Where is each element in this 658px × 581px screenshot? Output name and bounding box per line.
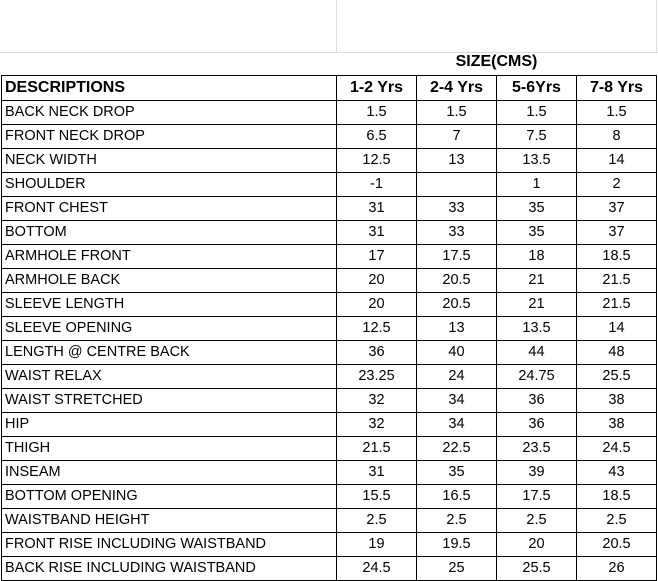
- size-header-7-8: 7-8 Yrs: [577, 76, 657, 101]
- row-label: SLEEVE OPENING: [2, 317, 337, 341]
- row-label: BOTTOM OPENING: [2, 485, 337, 509]
- size-value-cell: 17.5: [417, 245, 497, 269]
- empty-header-area: [0, 0, 658, 53]
- size-value-cell: 31: [337, 221, 417, 245]
- size-value-cell: 2.5: [577, 509, 657, 533]
- table-row: [2, 149, 657, 173]
- row-label: HIP: [2, 413, 337, 437]
- row-label: FRONT NECK DROP: [2, 125, 337, 149]
- size-value-cell: 15.5: [337, 485, 417, 509]
- size-value-cell: 20: [337, 293, 417, 317]
- table-row: [2, 533, 657, 557]
- size-value-cell: 35: [497, 197, 577, 221]
- size-value-cell: 20: [337, 269, 417, 293]
- size-value-cell: 21.5: [577, 269, 657, 293]
- size-value-cell: 23.5: [497, 437, 577, 461]
- size-value-cell: 25: [417, 557, 497, 581]
- table-row: [2, 173, 657, 197]
- table-row: [2, 341, 657, 365]
- table-row: [2, 125, 657, 149]
- table-row: [2, 221, 657, 245]
- gridline: [336, 0, 337, 52]
- row-label: WAIST RELAX: [2, 365, 337, 389]
- size-value-cell: 1.5: [417, 101, 497, 125]
- row-label: THIGH: [2, 437, 337, 461]
- row-label: NECK WIDTH: [2, 149, 337, 173]
- size-value-cell: 1.5: [497, 101, 577, 125]
- size-value-cell: 31: [337, 461, 417, 485]
- table-row: [2, 293, 657, 317]
- size-value-cell: 19: [337, 533, 417, 557]
- row-label: BACK NECK DROP: [2, 101, 337, 125]
- size-value-cell: 24.5: [337, 557, 417, 581]
- size-value-cell: 24.5: [577, 437, 657, 461]
- size-value-cell: 20.5: [417, 269, 497, 293]
- row-label: LENGTH @ CENTRE BACK: [2, 341, 337, 365]
- size-value-cell: 6.5: [337, 125, 417, 149]
- row-label: BACK RISE INCLUDING WAISTBAND: [2, 557, 337, 581]
- size-value-cell: 32: [337, 389, 417, 413]
- size-value-cell: 39: [497, 461, 577, 485]
- size-value-cell: 2: [577, 173, 657, 197]
- size-value-cell: 21.5: [337, 437, 417, 461]
- size-value-cell: 16.5: [417, 485, 497, 509]
- size-value-cell: 40: [417, 341, 497, 365]
- row-label: SLEEVE LENGTH: [2, 293, 337, 317]
- size-value-cell: 12.5: [337, 149, 417, 173]
- size-value-cell: [417, 173, 497, 197]
- table-row: [2, 389, 657, 413]
- size-value-cell: 31: [337, 197, 417, 221]
- row-label: FRONT CHEST: [2, 197, 337, 221]
- size-value-cell: 33: [417, 221, 497, 245]
- size-value-cell: 13: [417, 317, 497, 341]
- size-value-cell: 17: [337, 245, 417, 269]
- row-label: SHOULDER: [2, 173, 337, 197]
- size-value-cell: 37: [577, 221, 657, 245]
- size-value-cell: 37: [577, 197, 657, 221]
- size-value-cell: 18.5: [577, 245, 657, 269]
- size-value-cell: 22.5: [417, 437, 497, 461]
- size-value-cell: 23.25: [337, 365, 417, 389]
- size-value-cell: 35: [497, 221, 577, 245]
- size-value-cell: 38: [577, 413, 657, 437]
- size-value-cell: 32: [337, 413, 417, 437]
- size-value-cell: 34: [417, 389, 497, 413]
- table-row: [2, 365, 657, 389]
- size-value-cell: 8: [577, 125, 657, 149]
- table-row: [2, 269, 657, 293]
- table-row: [2, 101, 657, 125]
- size-value-cell: 1: [497, 173, 577, 197]
- size-spec-table: [1, 75, 657, 581]
- size-value-cell: 20: [497, 533, 577, 557]
- size-value-cell: 36: [497, 389, 577, 413]
- size-value-cell: -1: [337, 173, 417, 197]
- size-value-cell: 21: [497, 293, 577, 317]
- size-value-cell: 36: [497, 413, 577, 437]
- size-value-cell: 17.5: [497, 485, 577, 509]
- size-header-2-4: 2-4 Yrs: [417, 76, 497, 101]
- size-value-cell: 25.5: [497, 557, 577, 581]
- row-label: FRONT RISE INCLUDING WAISTBAND: [2, 533, 337, 557]
- size-value-cell: 1.5: [577, 101, 657, 125]
- table-row: [2, 245, 657, 269]
- table-row: [2, 485, 657, 509]
- size-value-cell: 36: [337, 341, 417, 365]
- size-value-cell: 14: [577, 317, 657, 341]
- size-value-cell: 18.5: [577, 485, 657, 509]
- table-body: [2, 101, 657, 581]
- size-value-cell: 7: [417, 125, 497, 149]
- table-row: [2, 557, 657, 581]
- size-value-cell: 35: [417, 461, 497, 485]
- size-value-cell: 24: [417, 365, 497, 389]
- row-label: WAIST STRETCHED: [2, 389, 337, 413]
- size-header-5-6: 5-6Yrs: [497, 76, 577, 101]
- size-value-cell: 14: [577, 149, 657, 173]
- size-value-cell: 20.5: [577, 533, 657, 557]
- row-label: BOTTOM: [2, 221, 337, 245]
- size-value-cell: 43: [577, 461, 657, 485]
- size-value-cell: 13.5: [497, 317, 577, 341]
- size-value-cell: 7.5: [497, 125, 577, 149]
- table-row: [2, 437, 657, 461]
- row-label: ARMHOLE FRONT: [2, 245, 337, 269]
- size-value-cell: 21.5: [577, 293, 657, 317]
- size-value-cell: 34: [417, 413, 497, 437]
- size-value-cell: 48: [577, 341, 657, 365]
- size-title: SIZE(CMS): [455, 53, 538, 70]
- size-value-cell: 38: [577, 389, 657, 413]
- size-value-cell: 20.5: [417, 293, 497, 317]
- size-value-cell: 18: [497, 245, 577, 269]
- table-row: [2, 197, 657, 221]
- table-row: [2, 509, 657, 533]
- size-value-cell: 24.75: [497, 365, 577, 389]
- row-label: INSEAM: [2, 461, 337, 485]
- table-row: [2, 317, 657, 341]
- size-value-cell: 19.5: [417, 533, 497, 557]
- row-label: ARMHOLE BACK: [2, 269, 337, 293]
- size-value-cell: 13: [417, 149, 497, 173]
- size-value-cell: 2.5: [497, 509, 577, 533]
- size-value-cell: 2.5: [417, 509, 497, 533]
- size-value-cell: 25.5: [577, 365, 657, 389]
- size-value-cell: 33: [417, 197, 497, 221]
- size-value-cell: 2.5: [337, 509, 417, 533]
- header-row: [2, 76, 657, 101]
- size-value-cell: 13.5: [497, 149, 577, 173]
- table-row: [2, 413, 657, 437]
- row-label: WAISTBAND HEIGHT: [2, 509, 337, 533]
- size-value-cell: 1.5: [337, 101, 417, 125]
- gridline: [656, 0, 657, 52]
- size-value-cell: 26: [577, 557, 657, 581]
- size-value-cell: 21: [497, 269, 577, 293]
- size-value-cell: 44: [497, 341, 577, 365]
- size-header-1-2: 1-2 Yrs: [337, 76, 417, 101]
- table-row: [2, 461, 657, 485]
- descriptions-header: DESCRIPTIONS: [2, 76, 337, 101]
- size-value-cell: 12.5: [337, 317, 417, 341]
